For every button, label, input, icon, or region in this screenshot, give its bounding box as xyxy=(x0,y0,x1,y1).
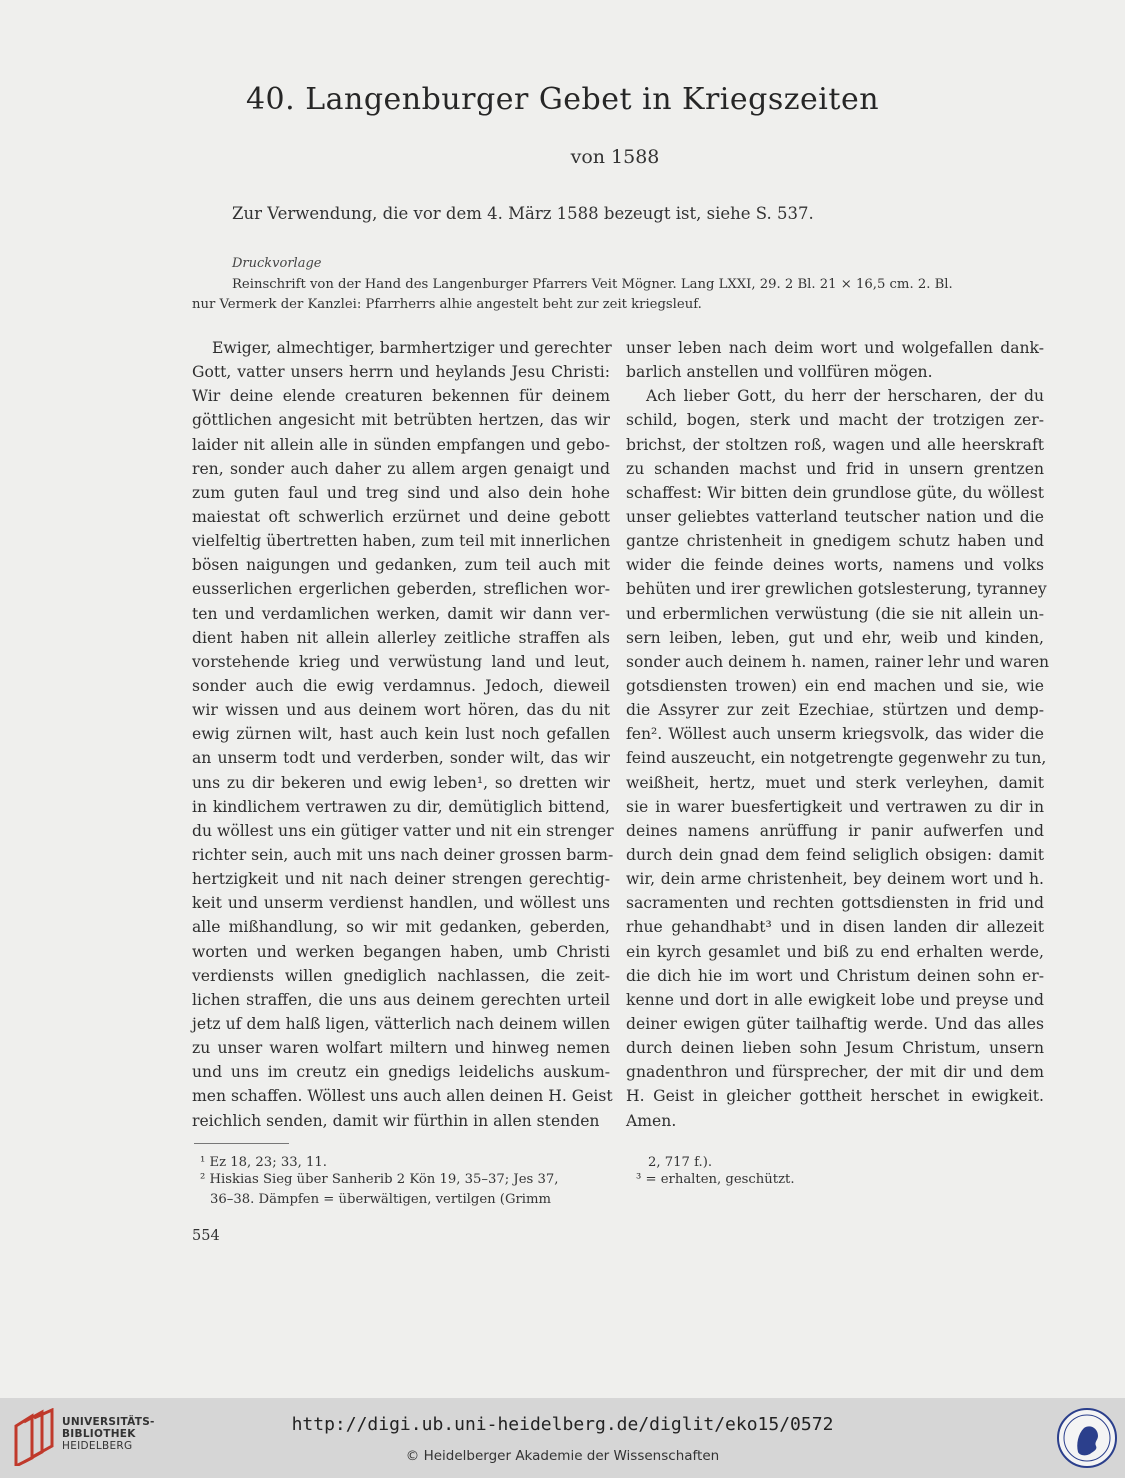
text-line: Wir deine elende creaturen bekennen für deinem xyxy=(192,387,610,406)
text-line: wir, dein arme christenheit, bey deinem wort und h. xyxy=(626,870,1044,889)
text-line: maiestat oft schwerlich erzürnet und deine gebott xyxy=(192,507,610,526)
text-line: durch deinen lieben sohn Jesum Christum, unsern xyxy=(626,1039,1044,1058)
text-line: H. Geist in gleicher gottheit herschet in ewigkeit. xyxy=(626,1087,1044,1106)
text-line: ein kyrch gesamlet und biß zu end erhalten werde, xyxy=(626,942,1044,961)
text-line: lichen straffen, die uns aus deinem gerechten urteil xyxy=(192,990,610,1009)
text-line: schaffest: Wir bitten dein grundlose güte, du wöllest xyxy=(626,483,1044,502)
footer-bar xyxy=(0,1398,1125,1478)
library-name: UNIVERSITÄTS- BIBLIOTHEK HEIDELBERG xyxy=(62,1416,155,1452)
footnote-3: ³ = erhalten, geschützt. xyxy=(636,1172,795,1187)
page-number: 554 xyxy=(192,1228,220,1244)
text-line: sern leiben, leben, gut und ehr, weib und kinden, xyxy=(626,628,1044,647)
text-line: du wöllest uns ein gütiger vatter und nit ein strenger xyxy=(192,821,614,840)
text-line: eusserlichen ergerlichen geberden, streflichen wor- xyxy=(192,580,610,599)
druckvorlage-label: Druckvorlage xyxy=(232,256,322,271)
text-line: und uns im creutz ein gnedigs leidelichs auskum- xyxy=(192,1063,610,1082)
footnote-2-line-2: 36–38. Dämpfen = überwältigen, vertilgen (Grimm xyxy=(210,1192,552,1207)
document-url-link[interactable]: http://digi.ub.uni-heidelberg.de/diglit/eko15/0572 xyxy=(291,1414,834,1435)
text-line: zu unser waren wolfart miltern und hinweg nemen xyxy=(192,1039,610,1058)
footnote-divider xyxy=(194,1143,289,1144)
text-line: in kindlichem vertrawen zu dir, demütiglich bittend, xyxy=(192,797,610,816)
text-line: zum guten faul und treg sind und also dein hohe xyxy=(192,483,610,502)
text-line: ewig zürnen wilt, hast auch kein lust noch gefallen xyxy=(192,725,610,744)
copyright-notice: © Heidelberger Akademie der Wissenschaften xyxy=(405,1448,720,1464)
text-line: deines namens anrüffung ir panir aufwerfen und xyxy=(626,821,1044,840)
text-line: sonder auch deinem h. namen, rainer lehr und waren xyxy=(626,652,1050,671)
text-line: vielfeltig übertretten haben, zum teil mit innerlichen xyxy=(192,532,611,551)
text-line: Ach lieber Gott, du herr der herscharen, der du xyxy=(646,387,1044,406)
text-line: die dich hie im wort und Christum deinen sohn er- xyxy=(626,966,1044,985)
footnote-1: ¹ Ez 18, 23; 33, 11. xyxy=(200,1155,327,1170)
text-line: die Assyrer zur zeit Ezechiae, stürtzen und demp- xyxy=(626,701,1044,720)
usage-note: Zur Verwendung, die vor dem 4. März 1588 bezeugt ist, siehe S. 537. xyxy=(232,204,814,223)
text-line: gnadenthron und fürsprecher, der mit dir und dem xyxy=(626,1063,1044,1082)
text-line: bösen naigungen und gedanken, zum teil auch mit xyxy=(192,556,610,575)
text-line: gotsdiensten trowen) ein end machen und sie, wie xyxy=(626,676,1044,695)
text-line: richter sein, auch mit uns nach deiner grossen barm- xyxy=(192,845,614,864)
text-line: uns zu dir bekeren und ewig leben¹, so dretten wir xyxy=(192,773,610,792)
text-line: vorstehende krieg und verwüstung land und leut, xyxy=(192,652,610,671)
text-line: alle mißhandlung, so wir mit gedanken, geberden, xyxy=(192,918,610,937)
text-line: keit und unserm verdienst handlen, und wöllest uns xyxy=(192,894,610,913)
text-line: sonder auch die ewig verdamnus. Jedoch, dieweil xyxy=(192,676,610,695)
text-line: behüten und irer grewlichen gotslesterung, tyranney xyxy=(626,580,1047,599)
text-line: ren, sonder auch daher zu allem argen genaigt und xyxy=(192,459,610,478)
druckvorlage-text-line-1: Reinschrift von der Hand des Langenburger Pfarrers Veit Mögner. Lang LXXI, 29. 2 Bl. 21 × 16,5 cm. 2. Bl. xyxy=(232,277,953,292)
text-line: schild, bogen, sterk und macht der trotzigen zer- xyxy=(626,411,1044,430)
text-line: unser leben nach deim wort und wolgefallen dank- xyxy=(626,339,1044,357)
druckvorlage-text-line-2: nur Vermerk der Kanzlei: Pfarrherrs alhie angestelt beht zur zeit kriegsleuf. xyxy=(192,297,702,312)
text-line: hertzigkeit und nit nach deiner strengen gerechtig- xyxy=(192,870,610,889)
text-line: dient haben nit allein allerley zeitliche straffen als xyxy=(192,628,610,647)
text-line: unser geliebtes vatterland teutscher nation und die xyxy=(626,507,1044,526)
text-line: Gott, vatter unsers herrn und heylands Jesu Christi: xyxy=(192,363,610,382)
text-line: sacramenten und rechten gottsdiensten in frid und xyxy=(626,894,1044,913)
footnote-2-line-3: 2, 717 f.). xyxy=(648,1155,713,1170)
text-line: zu schanden machst und frid in unsern grentzen xyxy=(626,459,1044,478)
text-line: men schaffen. Wöllest uns auch allen deinen H. Geist xyxy=(192,1087,613,1106)
text-line: Ewiger, almechtiger, barmhertziger und gerechter xyxy=(212,339,612,357)
text-line: deiner ewigen güter tailhaftig werde. Und das alles xyxy=(626,1014,1044,1033)
text-line: gantze christenheit in gnedigem schutz haben und xyxy=(626,532,1044,551)
text-line: reichlich senden, damit wir fürthin in allen stenden xyxy=(192,1111,600,1130)
text-line: durch dein gnad dem feind seliglich obsigen: damit xyxy=(626,845,1044,864)
text-line: ten und verdamlichen werken, damit wir dann ver- xyxy=(192,604,610,623)
right-text-column xyxy=(626,336,1050,1133)
text-line: worten und werken begangen haben, umb Christi xyxy=(192,942,610,961)
text-line: kenne und dort in alle ewigkeit lobe und preyse und xyxy=(626,990,1044,1009)
text-line: verdiensts willen gnediglich nachlassen, die zeit- xyxy=(192,966,610,985)
text-line: weißheit, hertz, muet und sterk verleyhen, damit xyxy=(626,773,1044,792)
text-line: göttlichen angesicht mit betrübten hertzen, das wir xyxy=(192,411,610,430)
left-text-column xyxy=(192,336,614,1133)
text-line: an unserm todt und verderben, sonder wilt, das wir xyxy=(192,749,610,768)
text-line: brichst, der stoltzen roß, wagen und alle heerskraft xyxy=(626,435,1044,454)
chapter-title: 40. Langenburger Gebet in Kriegszeiten xyxy=(245,82,880,117)
text-line: laider nit allein alle in sünden empfangen und gebo- xyxy=(192,435,610,454)
academy-seal-icon[interactable] xyxy=(1056,1406,1118,1470)
text-line: und erbermlichen verwüstung (die sie nit allein un- xyxy=(626,604,1044,623)
text-line: feind auszeucht, ein notgetrengte gegenwehr zu tun, xyxy=(626,749,1047,768)
text-line: barlich anstellen und vollfüren mögen. xyxy=(626,363,933,382)
text-line: rhue gehandhabt³ und in disen landen dir allezeit xyxy=(626,918,1044,937)
footnote-2-line-1: ² Hiskias Sieg über Sanherib 2 Kön 19, 35–37; Jes 37, xyxy=(200,1172,559,1187)
text-line: wider die feinde deines worts, namens und volks xyxy=(626,556,1044,575)
text-line: fen². Wöllest auch unserm kriegsvolk, das wider die xyxy=(626,725,1044,744)
text-line: jetz uf dem halß ligen, vätterlich nach deinem willen xyxy=(192,1014,610,1033)
chapter-subtitle: von 1588 xyxy=(570,146,660,168)
text-line: Amen. xyxy=(626,1111,677,1130)
text-line: wir wissen und aus deinem wort hören, das du nit xyxy=(192,701,610,720)
text-line: sie in warer buesfertigkeit und vertrawen zu dir in xyxy=(626,797,1044,816)
